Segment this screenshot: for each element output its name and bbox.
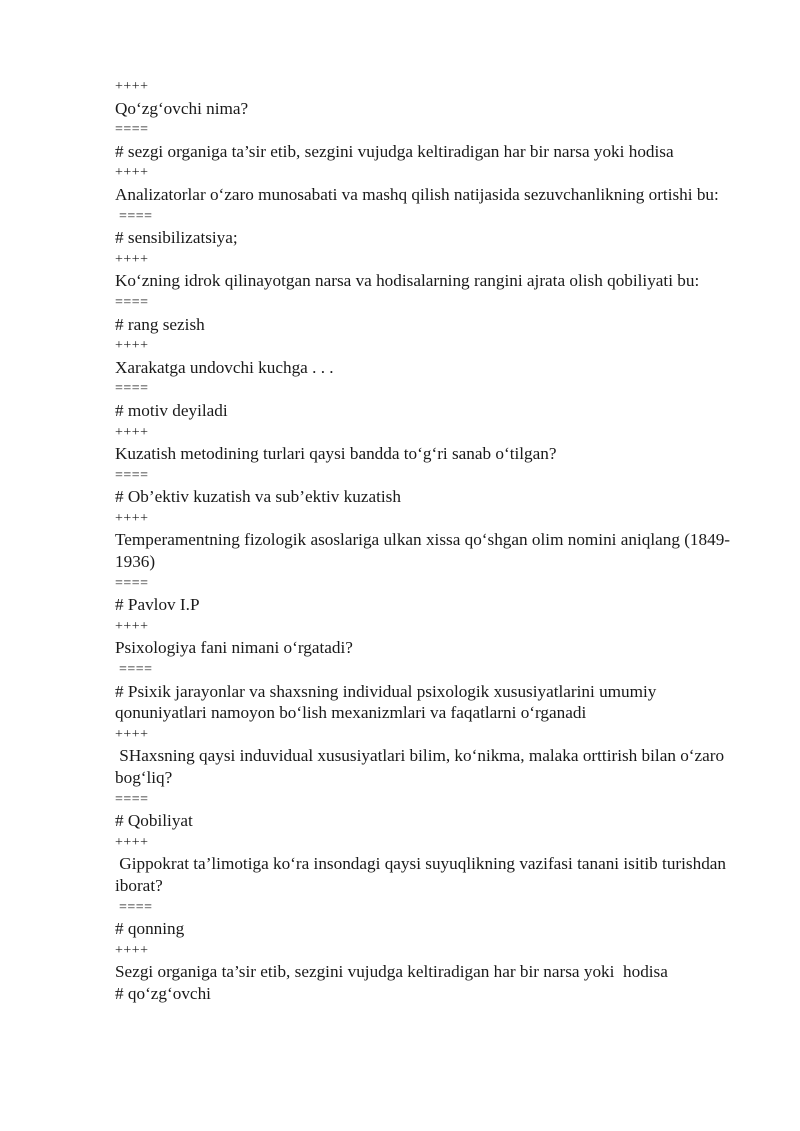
- separator-plus: ++++: [115, 165, 149, 181]
- question-text: Analizatorlar o‘zaro munosabati va mashq qilish natijasida sezuvchanlikning ortishi bu:: [115, 184, 719, 204]
- separator-plus: ++++: [115, 251, 149, 267]
- separator-plus: ++++: [115, 834, 149, 850]
- answer-text: # rang sezish: [115, 314, 205, 334]
- separator-equals: ====: [115, 791, 149, 807]
- document-text: [115, 76, 740, 1005]
- separator-equals: ====: [115, 294, 149, 310]
- question-text: Sezgi organiga ta’sir etib, sezgini vujudga keltiradigan har bir narsa yoki hodisa: [115, 962, 668, 982]
- answer-text: # qonning: [115, 919, 185, 939]
- question-text: Qo‘zg‘ovchi nima?: [115, 98, 249, 118]
- separator-plus: ++++: [115, 618, 149, 634]
- separator-equals: ====: [115, 208, 153, 224]
- question-text: Gippokrat ta’limotiga ko‘ra insondagi qaysi suyuqlikning vazifasi tanani isitib turishdan iborat?: [115, 854, 731, 895]
- question-text: Ko‘zning idrok qilinayotgan narsa va hodisalarning rangini ajrata olish qobiliyati bu:: [115, 271, 700, 291]
- separator-plus: ++++: [115, 726, 149, 742]
- answer-text: # Ob’ektiv kuzatish va sub’ektiv kuzatish: [115, 487, 401, 507]
- question-text: Xarakatga undovchi kuchga . . .: [115, 357, 334, 377]
- answer-text: # Qobiliyat: [115, 811, 193, 831]
- answer-text: # qo‘zg‘ovchi: [115, 983, 211, 1003]
- separator-equals: ====: [115, 575, 149, 591]
- question-text: Temperamentning fizologik asoslariga ulkan xissa qo‘shgan olim nomini aniqlang (1849-1936): [115, 530, 731, 572]
- separator-plus: ++++: [115, 510, 149, 526]
- separator-equals: ====: [115, 662, 153, 678]
- question-text: Kuzatish metodining turlari qaysi bandda to‘g‘ri sanab o‘tilgan?: [115, 444, 557, 464]
- answer-text: # Psixik jarayonlar va shaxsning individual psixologik xususiyatlarini umumiy qonuniyatlari namoyon bo‘lish mexanizmlari va faqatlarni o‘rganadi: [115, 681, 661, 723]
- answer-text: # sensibilizatsiya;: [115, 228, 238, 248]
- answer-text: # sezgi organiga ta’sir etib, sezgini vujudga keltiradigan har bir narsa yoki hodisa: [115, 141, 674, 161]
- separator-plus: ++++: [115, 942, 149, 958]
- separator-equals: ====: [115, 899, 153, 915]
- answer-text: # Pavlov I.P: [115, 595, 200, 615]
- separator-equals: ====: [115, 467, 149, 483]
- separator-plus: ++++: [115, 338, 149, 354]
- question-text: Psixologiya fani nimani o‘rgatadi?: [115, 638, 353, 658]
- separator-equals: ====: [115, 381, 149, 397]
- answer-text: # motiv deyiladi: [115, 400, 228, 420]
- separator-plus: ++++: [115, 424, 149, 440]
- separator-plus: ++++: [115, 79, 149, 94]
- separator-equals: ====: [115, 122, 149, 138]
- question-text: SHaxsning qaysi induvidual xususiyatlari bilim, ko‘nikma, malaka orttirish bilan o‘zaro bog‘liq?: [115, 746, 729, 787]
